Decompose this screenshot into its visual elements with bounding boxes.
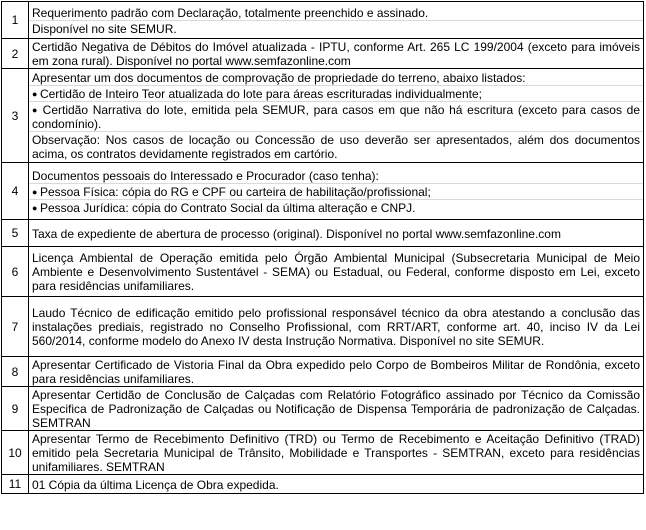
requirement-text: Disponível no site SEMUR. [32,21,177,36]
requirements-table-body [2,2,644,494]
table-row [2,69,644,163]
requirement-text: Taxa de expediente de abertura de processo (original). Disponível no portal www.semfazonline.com [32,226,561,241]
requirements-table [1,1,644,494]
row-content [29,163,644,220]
row-number: 2 [2,39,29,69]
table-row [2,475,644,494]
table-row [2,297,644,357]
requirement-text: Laudo Técnico de edificação emitido pelo profissional responsável técnico da obra atestando a conclusão das instalações prediais, registrado no Conselho Profissional, com RRT/ART, conforme art. 40, inciso IV da Lei 560/2014, conforme modelo do Anexo IV desta Instrução Normativa. Disponível no site SEMUR. [32,306,640,348]
table-row [2,163,644,220]
row-content [29,247,644,297]
bullet-item: ● Pessoa Jurídica: cópia do Contrato Social da última alteração e CNPJ. [29,200,643,215]
row-number: 6 [2,247,29,297]
table-row [2,220,644,247]
requirement-text: Apresentar Termo de Recebimento Definitivo (TRD) ou Termo de Recebimento e Aceitação Definitivo (TRAD) emitido pela Secretaria Municipal de Trânsito, Mobilidade e Transportes - SEMTRAN, exceto para residências unifamiliares. SEMTRAN [32,432,640,474]
row-content [29,69,644,163]
row-number: 9 [2,387,29,431]
table-row [2,387,644,431]
requirement-text: Licença Ambiental de Operação emitida pelo Órgão Ambiental Municipal (Subsecretaria Municipal de Meio Ambiente e Desenvolvimento Sustentável - SEMA) ou Estadual, ou Federal, conforme disposto em Lei, exceto para residências unifamiliares. [32,251,640,293]
requirement-text: Apresentar um dos documentos de comprovação de propriedade do terreno, abaixo listados: [29,70,643,86]
bullet-item: ● Certidão Narrativa do lote, emitida pela SEMUR, para casos em que não há escritura (exceto para casos de condomínio). [29,102,643,132]
row-number: 1 [2,2,29,39]
bullet-item: ● Pessoa Física: cópia do RG e CPF ou carteira de habilitação/profissional; [29,184,643,200]
row-content [29,431,644,475]
row-content [29,2,644,39]
row-number: 4 [2,163,29,220]
row-content [29,357,644,387]
row-number: 8 [2,357,29,387]
row-number: 10 [2,431,29,475]
bullet-item: ● Certidão de Inteiro Teor atualizada do lote para áreas escrituradas individualmente; [29,86,643,102]
table-row [2,431,644,475]
requirement-text: Apresentar Certificado de Vistoria Final da Obra expedido pelo Corpo de Bombeiros Militar de Rondônia, exceto para residências unifamiliares. [32,358,640,386]
row-number: 7 [2,297,29,357]
row-content [29,39,644,69]
requirement-text: Requerimento padrão com Declaração, totalmente preenchido e assinado. [29,5,643,21]
row-number: 11 [2,475,29,494]
requirement-text: Documentos pessoais do Interessado e Procurador (caso tenha): [29,168,643,184]
row-number: 3 [2,69,29,163]
requirement-text: 01 Cópia da última Licença de Obra expedida. [32,477,279,492]
table-row [2,247,644,297]
row-number: 5 [2,220,29,247]
row-content [29,220,644,247]
table-row [2,2,644,39]
table-row [2,357,644,387]
row-content [29,297,644,357]
row-content [29,475,644,494]
requirement-text: Apresentar Certidão de Conclusão de Calçadas com Relatório Fotográfico assinado por Técnico da Comissão Especifica de Padronização de Calçadas ou Notificação de Dispensa Temporária de padronização de Calçadas. SEMTRAN [32,388,640,430]
requirement-text: Observação: Nos casos de locação ou Concessão de uso deverão ser apresentados, além dos documentos acima, os contratos devidamente registrados em cartório. [32,133,640,161]
table-row [2,39,644,69]
row-content [29,387,644,431]
requirement-text: Certidão Negativa de Débitos do Imóvel atualizada - IPTU, conforme Art. 265 LC 199/2004 (exceto para imóveis em zona rural). Disponível no portal www.semfazonline.com [32,40,640,68]
